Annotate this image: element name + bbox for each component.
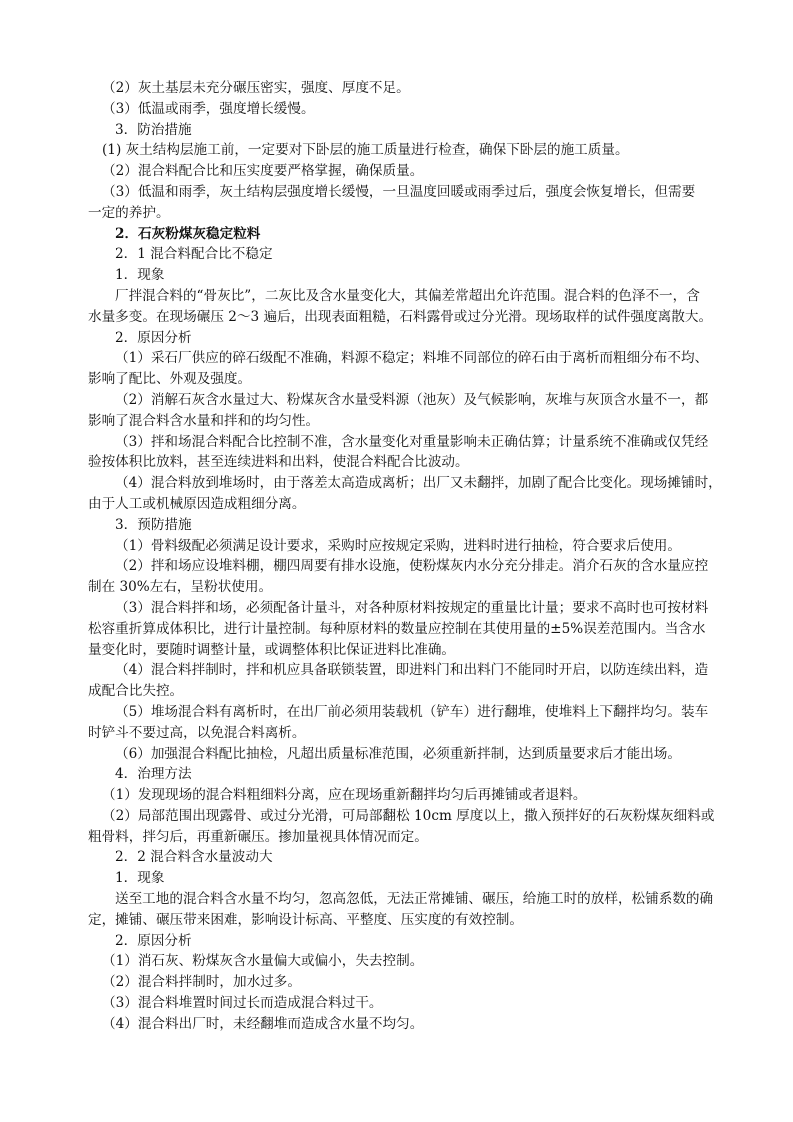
text-line: （4）混合料出厂时，未经翻堆而造成含水量不均匀。 [102,1015,424,1032]
text-line: 量变化时，要随时调整计量，或调整体积比保证进料比准确。 [88,641,456,658]
paragraph [88,432,708,474]
paragraph [88,515,708,536]
paragraph [88,78,708,99]
paragraph [88,993,708,1014]
text-line: 厂拌混合料的“骨灰比”，二灰比及含水量变化大，其偏差常超出允许范围。混合料的色泽不一，含 [115,287,700,304]
paragraph [88,660,708,702]
paragraph [88,473,722,515]
text-line: 影响了配比、外观及强度。 [88,371,252,388]
text-line: 2．原因分析 [115,932,192,949]
text-line: （2）灰土基层未充分碾压密实，强度、厚度不足。 [102,80,410,96]
text-line: （1）骨料级配必须满足设计要求，采购时应按规定采购，进料时进行抽检，符合要求后使用。 [115,537,681,554]
paragraph [88,182,708,224]
document-body [88,78,722,1035]
text-line: （1）消石灰、粉煤灰含水量偏大或偏小，失去控制。 [102,953,424,970]
text-line: 2．石灰粉煤灰稳定粒料 [115,225,261,242]
text-line: 一定的养护。 [88,204,170,221]
paragraph [88,951,708,972]
text-line: 粗骨料，拌匀后，再重新碾压。掺加量视具体情况而定。 [88,828,428,845]
text-line: （3）低温和雨季，灰土结构层强度增长缓慢，一旦温度回暖或雨季过后，强度会恢复增长，但需要 [102,183,696,200]
text-line: （2）拌和场应设堆料棚，棚四周要有排水设施，使粉煤灰内水分充分排走。消介石灰的含水量应控 [115,558,709,575]
text-line: 松容重折算成体积比，进行计量控制。每种原材料的数量应控制在其使用量的±5%误差范围内。当含水 [88,620,706,637]
text-line: 3．预防措施 [115,516,192,533]
text-line: 4．治理方法 [115,766,192,783]
text-line: （3）低温或雨季，强度增长缓慢。 [102,100,315,117]
text-line: 送至工地的混合料含水量不均匀，忽高忽低，无法正常摊铺、碾压，给施工时的放样，松铺系数的确 [115,891,714,908]
text-line: 3．防治措施 [115,121,192,138]
paragraph [88,847,708,868]
paragraph [88,286,713,328]
paragraph [88,390,708,432]
text-line: 1．现象 [115,267,165,284]
paragraph [88,348,708,390]
paragraph [88,161,708,182]
paragraph [88,120,708,141]
text-line: （2）混合料拌制时，加水过多。 [102,974,301,991]
text-line: 定，摊铺、碾压带来困难，影响设计标高、平整度、压实度的有效控制。 [88,911,523,928]
text-line: 水量多变。在现场碾压 2～3 遍后，出现表面粗糙，石料露骨或过分光滑。现场取样的试件强度离散大。 [88,308,713,325]
text-line: 验按体积比放料，甚至连续进料和出料，使混合料配合比波动。 [88,454,469,471]
paragraph [88,764,708,785]
text-line: 时铲斗不要过高，以免混合料离析。 [88,724,306,741]
paragraph [88,806,715,848]
text-line: 2．2 混合料含水量波动大 [115,849,273,866]
text-line: 由于人工或机械原因造成粗细分离。 [88,495,306,512]
section-heading [88,224,708,245]
text-line: （2）混合料配合比和压实度要严格掌握，确保质量。 [102,163,424,180]
text-line: （5）堆场混合料有离析时，在出厂前必须用装载机（铲车）进行翻堆，使堆料上下翻拌均匀。装车 [115,703,709,720]
paragraph [88,1014,708,1035]
text-line: （3）混合料拌和场，必须配备计量斗，对各种原材料按规定的重量比计量；要求不高时也可按材料 [115,599,709,616]
paragraph [88,265,708,286]
text-line: (1) 灰土结构层施工前，一定要对下卧层的施工质量进行检查，确保下卧层的施工质量。 [102,142,629,159]
paragraph [88,972,708,993]
paragraph [88,702,708,744]
paragraph [88,556,708,598]
paragraph [88,598,708,660]
paragraph [88,785,708,806]
text-line: （1）采石厂供应的碎石级配不准确，料源不稳定；料堆不同部位的碎石由于离析而粗细分布不均、 [115,350,709,367]
text-line: （1）发现现场的混合料粗细料分离，应在现场重新翻拌均匀后再摊铺或者退料。 [102,787,587,804]
paragraph [88,868,708,889]
text-line: 成配合比失控。 [88,683,184,700]
text-line: （4）混合料放到堆场时，由于落差太高造成离析；出厂又未翻拌，加剧了配合比变化。现场摊铺时， [115,475,722,492]
text-line: 2．1 混合料配合比不稳定 [115,246,273,263]
text-line: （6）加强混合料配比抽检，凡超出质量标准范围，必须重新拌制，达到质量要求后才能出场。 [115,745,681,762]
paragraph [88,536,708,557]
text-line: 2．原因分析 [115,329,192,346]
text-line: （3）拌和场混合料配合比控制不准，含水量变化对重量影响未正确估算；计量系统不准确或仅凭经 [115,433,709,450]
paragraph [88,140,708,161]
paragraph [88,328,708,349]
text-line: 1．现象 [115,870,165,887]
text-line: 制在 30%左右，呈粉状使用。 [88,579,273,596]
text-line: （3）混合料堆置时间过长而造成混合料过干。 [102,995,383,1012]
text-line: （2）局部范围出现露骨、或过分光滑，可局部翻松 10cm 厚度以上，撒入预拌好的石灰粉煤灰细料或 [102,807,715,824]
paragraph [88,931,708,952]
text-line: 影响了混合料含水量和拌和的均匀性。 [88,412,320,429]
paragraph [88,744,708,765]
text-line: （2）消解石灰含水量过大、粉煤灰含水量受料源（池灰）及气候影响，灰堆与灰顶含水量不一，都 [115,391,709,408]
paragraph [88,244,708,265]
paragraph [88,889,714,931]
paragraph [88,99,708,120]
text-line: （4）混合料拌制时，拌和机应具备联锁装置，即进料门和出料门不能同时开启，以防连续出料，造 [115,662,709,679]
